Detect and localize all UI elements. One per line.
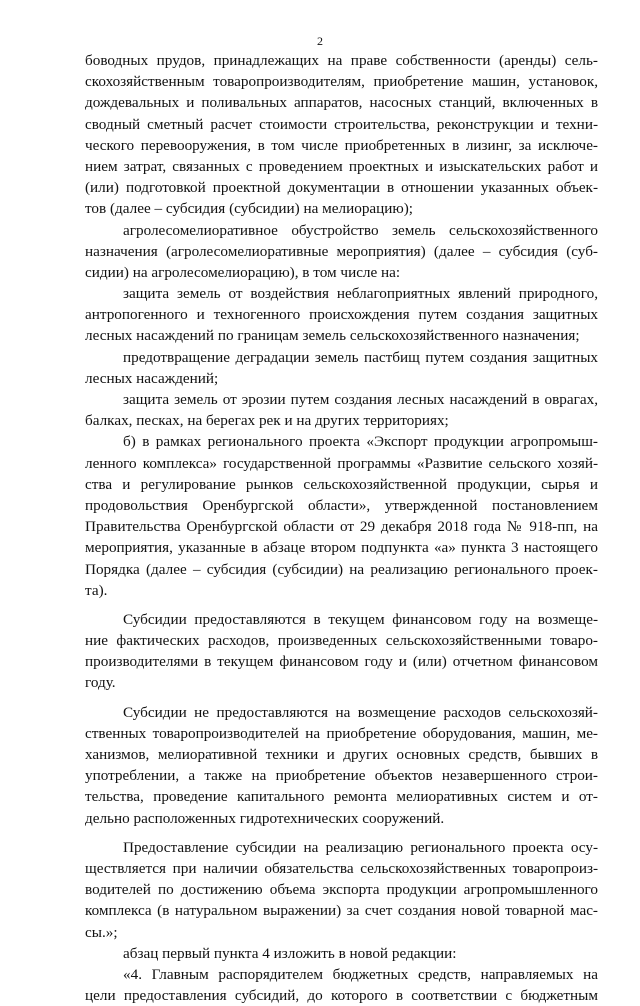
text-line: Правительства Оренбургской области от 29 декабря 2018 года № 918-пп, на bbox=[85, 518, 598, 536]
text-line: назначения (агролесомелиоративные мероприятия) (далее – субсидия (суб- bbox=[85, 242, 598, 260]
text-line: ческого перевооружения, в том числе приобретенных в лизинг, за исключе- bbox=[85, 136, 598, 154]
text-line: тов (далее – субсидия (субсидии) на мелиорацию); bbox=[85, 200, 414, 218]
text-line: защита земель от воздействия неблагоприятных явлений природного, bbox=[123, 285, 598, 303]
text-line: комплекса (в натуральном выражении) за счет создания новой товарной мас- bbox=[85, 902, 598, 920]
text-line: производителями в текущем финансовом году и (или) отчетном финансовом bbox=[85, 653, 598, 671]
text-line: ственных товаропроизводителей на приобретение оборудования, машин, ме- bbox=[85, 724, 598, 742]
text-line: продовольствия Оренбургской области», утвержденной постановлением bbox=[85, 496, 598, 514]
document-body bbox=[85, 50, 598, 1006]
text-line: цели предоставления субсидий, до которого в соответствии с бюджетным bbox=[85, 987, 598, 1005]
text-line: боводных прудов, принадлежащих на праве собственности (аренды) сель- bbox=[85, 52, 598, 69]
page-number: 2 bbox=[317, 34, 323, 48]
text-line: Порядка (далее – субсидия (субсидии) на реализацию регионального проек- bbox=[85, 560, 598, 578]
text-line: ханизмов, мелиоративной техники и других основных средств, бывших в bbox=[85, 746, 598, 763]
text-line: Предоставление субсидии на реализацию регионального проекта осу- bbox=[123, 838, 598, 856]
text-line: Субсидии предоставляются в текущем финансовом году на возмеще- bbox=[123, 610, 598, 628]
text-line: году. bbox=[85, 674, 116, 692]
text-line: ние фактических расходов, произведенных сельскохозяйственными товаро- bbox=[85, 632, 598, 650]
text-line: скохозяйственным товаропроизводителям, приобретение машин, установок, bbox=[85, 73, 598, 91]
text-line: нием затрат, связанных с проведением проектных и изыскательских работ и bbox=[85, 157, 598, 175]
text-line: лесных насаждений по границам земель сельскохозяйственного назначения; bbox=[85, 327, 580, 345]
text-line: сводный сметный расчет стоимости строительства, реконструкции и техни- bbox=[85, 115, 598, 133]
text-line: абзац первый пункта 4 изложить в новой редакции: bbox=[123, 944, 457, 962]
text-line: антропогенного и техногенного происхождения путем создания защитных bbox=[85, 306, 598, 324]
text-line: лесных насаждений; bbox=[85, 369, 219, 387]
text-line: ществляется при наличии обязательства сельскохозяйственных товаропроиз- bbox=[85, 859, 598, 877]
text-line: дельно расположенных гидротехнических сооружений. bbox=[85, 809, 445, 827]
text-line: агролесомелиоративное обустройство земель сельскохозяйственного bbox=[123, 221, 598, 239]
text-line: ства и регулирование рынков сельскохозяйственной продукции, сырья и bbox=[85, 475, 598, 493]
text-line: (или) подготовкой проектной документации в отношении указанных объек- bbox=[85, 179, 598, 197]
text-line: ленного комплекса» государственной программы «Развитие сельского хозяй- bbox=[85, 454, 598, 472]
text-line: б) в рамках регионального проекта «Экспорт продукции агропромыш- bbox=[123, 433, 598, 451]
text-line: дождевальных и поливальных аппаратов, насосных станций, включенных в bbox=[85, 94, 598, 112]
text-line: балках, песках, на берегах рек и на других территориях; bbox=[85, 412, 449, 430]
text-line: защита земель от эрозии путем создания лесных насаждений в оврагах, bbox=[123, 391, 598, 408]
text-line: сы.»; bbox=[85, 923, 118, 941]
text-line: та). bbox=[85, 581, 108, 599]
text-line: тельства, проведение капитального ремонта мелиоративных систем и от- bbox=[85, 788, 598, 806]
text-line: мероприятия, указанные в абзаце втором подпункта «а» пункта 3 настоящего bbox=[85, 539, 598, 557]
text-line: употреблении, а также на приобретение объектов незавершенного строи- bbox=[85, 767, 598, 785]
text-line: водителей по достижению объема экспорта продукции агропромышленного bbox=[85, 881, 598, 899]
text-line: «4. Главным распорядителем бюджетных средств, направляемых на bbox=[123, 965, 598, 983]
text-line: Субсидии не предоставляются на возмещение расходов сельскохозяй- bbox=[123, 703, 598, 721]
text-line: предотвращение деградации земель пастбищ путем создания защитных bbox=[123, 348, 598, 366]
text-line: сидии) на агролесомелиорацию), в том числе на: bbox=[85, 263, 401, 281]
